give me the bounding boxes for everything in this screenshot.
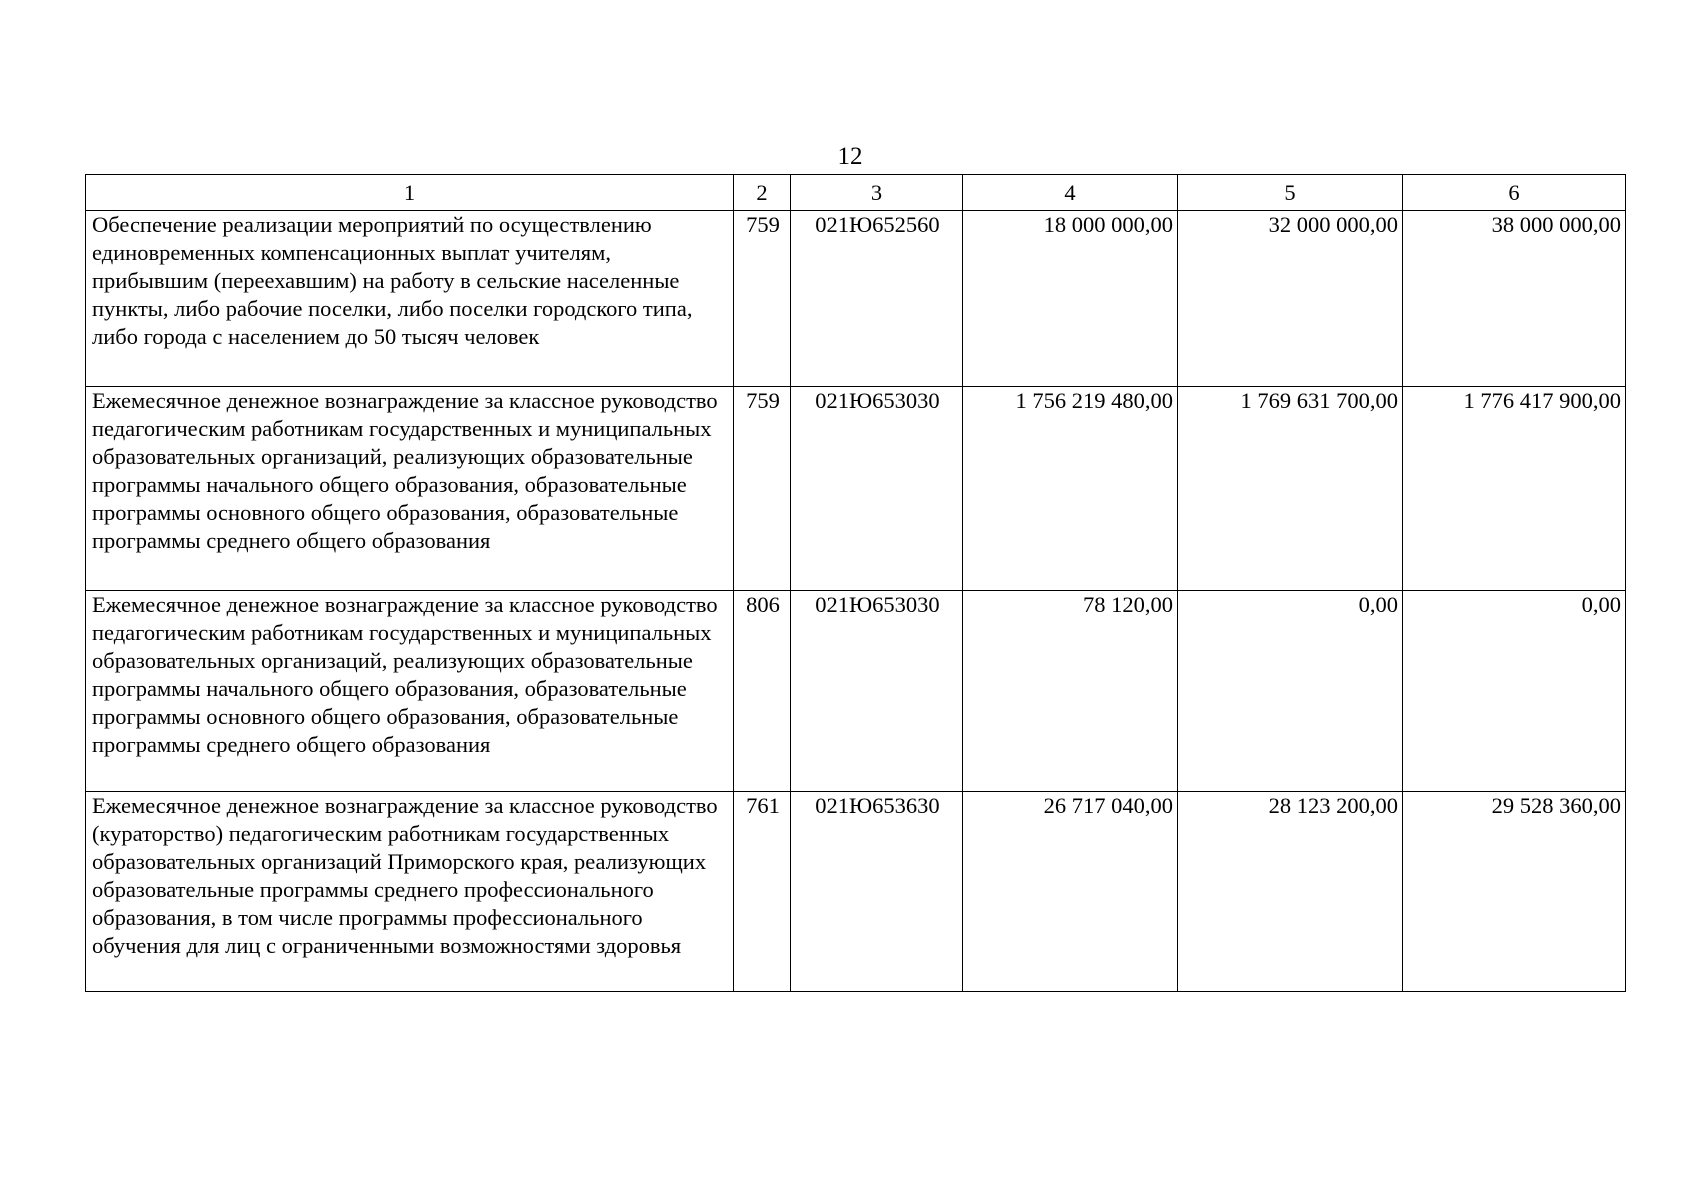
row-amount-2: 28 123 200,00 <box>1178 792 1403 992</box>
table-row <box>86 591 1626 792</box>
row-amount-3: 1 776 417 900,00 <box>1403 387 1626 591</box>
budget-table <box>85 174 1626 992</box>
row-amount-3: 29 528 360,00 <box>1403 792 1626 992</box>
row-amount-1: 18 000 000,00 <box>963 211 1178 387</box>
row-amount-1: 1 756 219 480,00 <box>963 387 1178 591</box>
row-amount-1: 78 120,00 <box>963 591 1178 792</box>
row-amount-2: 0,00 <box>1178 591 1403 792</box>
row-amount-2: 1 769 631 700,00 <box>1178 387 1403 591</box>
row-code: 759 <box>734 211 791 387</box>
header-col-5: 5 <box>1178 175 1403 211</box>
row-code: 761 <box>734 792 791 992</box>
header-col-4: 4 <box>963 175 1178 211</box>
row-name: Ежемесячное денежное вознаграждение за классное руководство (кураторство) педагогическим работникам государственных образовательных организаций Приморского края, реализующих образовательные программы среднего профессионального образования, в том числе программы профессионального обучения для лиц с ограниченными возможностями здоровья <box>86 792 734 992</box>
row-name: Ежемесячное денежное вознаграждение за классное руководство педагогическим работникам государственных и муниципальных образовательных организаций, реализующих образовательные программы начального общего образования, образовательные программы основного общего образования, образовательные программы среднего общего образования <box>86 591 734 792</box>
table-body <box>86 211 1626 992</box>
row-target-code: 021Ю653630 <box>791 792 963 992</box>
header-col-6: 6 <box>1403 175 1626 211</box>
table-row <box>86 792 1626 992</box>
table-header <box>86 175 1626 211</box>
table-row <box>86 387 1626 591</box>
row-code: 759 <box>734 387 791 591</box>
row-amount-3: 38 000 000,00 <box>1403 211 1626 387</box>
row-amount-1: 26 717 040,00 <box>963 792 1178 992</box>
table-row <box>86 211 1626 387</box>
header-row <box>86 175 1626 211</box>
row-target-code: 021Ю653030 <box>791 591 963 792</box>
row-name: Ежемесячное денежное вознаграждение за классное руководство педагогическим работникам государственных и муниципальных образовательных организаций, реализующих образовательные программы начального общего образования, образовательные программы основного общего образования, образовательные программы среднего общего образования <box>86 387 734 591</box>
header-col-1: 1 <box>86 175 734 211</box>
header-col-2: 2 <box>734 175 791 211</box>
row-amount-3: 0,00 <box>1403 591 1626 792</box>
row-target-code: 021Ю653030 <box>791 387 963 591</box>
row-target-code: 021Ю652560 <box>791 211 963 387</box>
row-amount-2: 32 000 000,00 <box>1178 211 1403 387</box>
row-code: 806 <box>734 591 791 792</box>
page-number: 12 <box>837 143 863 170</box>
row-name: Обеспечение реализации мероприятий по осуществлению единовременных компенсационных выплат учителям, прибывшим (переехавшим) на работу в сельские населенные пункты, либо рабочие поселки, либо поселки городского типа, либо города с населением до 50 тысяч человек <box>86 211 734 387</box>
header-col-3: 3 <box>791 175 963 211</box>
